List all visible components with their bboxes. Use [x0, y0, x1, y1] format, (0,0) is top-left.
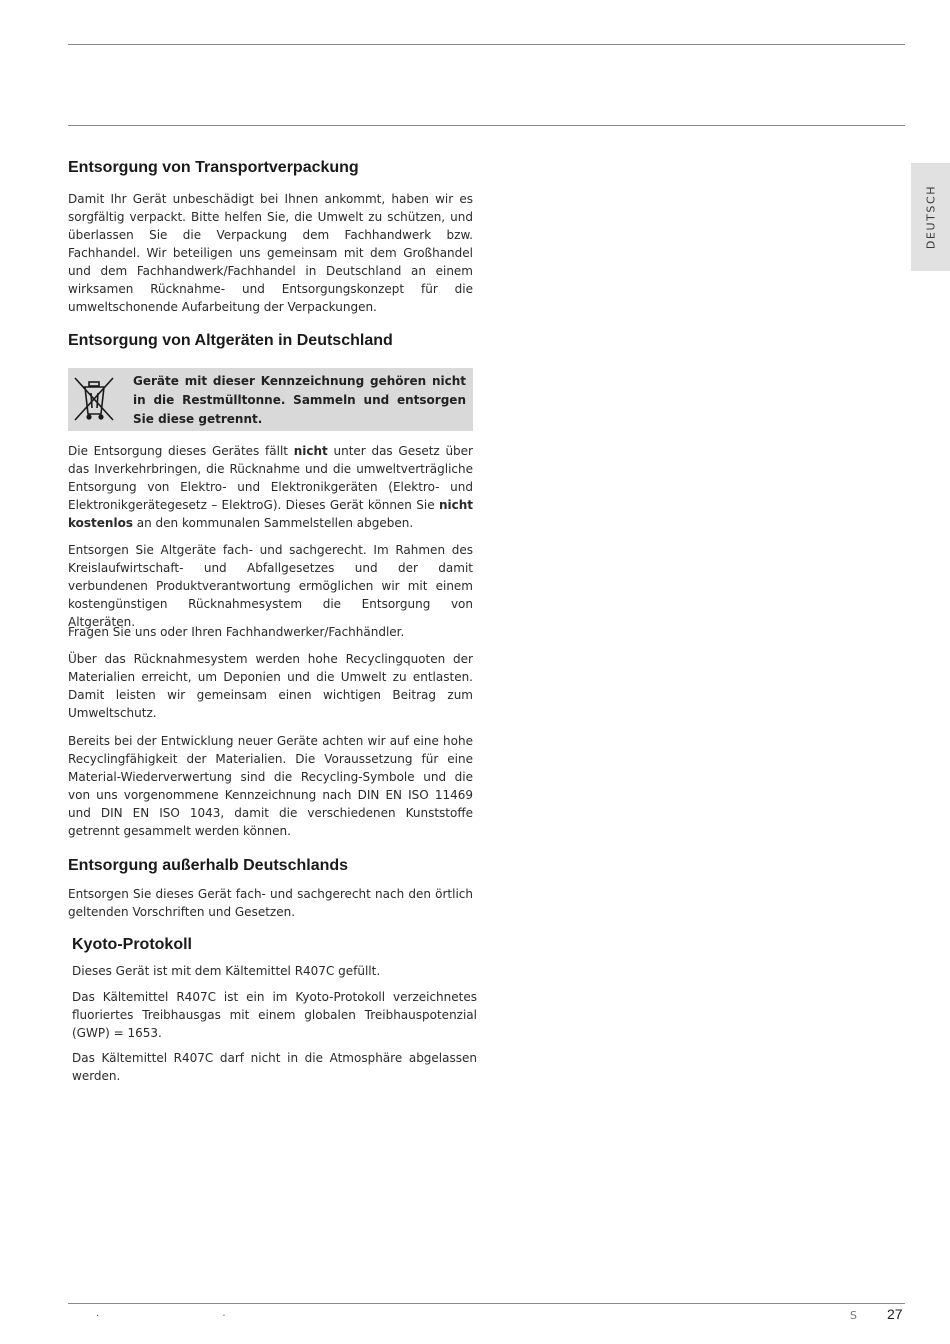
section-transport-body: [68, 190, 473, 316]
paragraph-ausserhalb: Entsorgen Sie dieses Gerät fach- und sachgerecht nach den örtlich geltenden Vorschriften und Gesetzen.: [68, 887, 473, 919]
language-tab-label: DEUTSCH: [924, 184, 937, 250]
section-altgeraete: [68, 331, 473, 351]
section-ausserhalb: [68, 856, 473, 876]
emphasis-nicht-kostenlos: nicht kostenlos: [68, 498, 473, 530]
footer-dot: .: [222, 1308, 226, 1319]
text-run: an den kommunalen Sammelstellen abgeben.: [132, 516, 414, 530]
block: [72, 988, 477, 1042]
paragraph-kyoto-3: Das Kältemittel R407C darf nicht in die Atmosphäre abgelassen werden.: [72, 1051, 477, 1083]
weee-notice-text: Geräte mit dieser Kennzeichnung gehören nicht in die Restmülltonne. Sammeln und entsorgen Sie diese getrennt.: [133, 374, 466, 426]
text-run: Die Entsorgung dieses Gerätes fällt: [68, 444, 294, 458]
paragraph-transport: Damit Ihr Gerät unbeschädigt bei Ihnen ankommt, haben wir es sorgfältig verpackt. Bitte helfen Sie, die Umwelt zu schützen, und überlassen Sie die Verpackung dem Fachhandwerk bzw. Fachhandel. Wir beteiligen uns gemeinsam mit dem Großhandel und dem Fachhandwerk/Fachhandel in Deutschland an einem wirksamen Rücknahme- und Entsorgungskonzept für die umweltschonende Aufarbeitung der Verpackungen.: [68, 192, 473, 314]
block: [72, 962, 477, 980]
block: [72, 1049, 477, 1085]
paragraph-altgeraete-2: Entsorgen Sie Altgeräte fach- und sachgerecht. Im Rahmen des Kreislaufwirtschaft- und Abfallgesetzes und der damit verbundenen Produktverantwortung ermöglichen wir mit einem kostengünstigen Rücknahmesystem die Entsorgung von Altgeräten.: [68, 543, 473, 629]
footer-left: [96, 1308, 226, 1319]
emphasis-nicht: nicht: [293, 444, 328, 458]
header-rule-bottom: [68, 125, 905, 126]
section-altgeraete-body: [68, 442, 473, 532]
block: [68, 650, 473, 722]
page-number: 27: [887, 1306, 903, 1322]
paragraph-altgeraete-5: Bereits bei der Entwicklung neuer Geräte achten wir auf eine hohe Recyclingfähigkeit der Materialien. Die Voraussetzung für eine Material-Wiederverwertung sind die Recycling-Symbole und die von uns vorgenommene Kennzeichnung nach DIN EN ISO 11469 und DIN EN ISO 1043, damit die verschiedenen Kunststoffe getrennt gesammelt werden können.: [68, 734, 473, 838]
footer-letter: S: [850, 1309, 857, 1322]
section-heading-altgeraete: Entsorgung von Altgeräten in Deutschland: [68, 332, 393, 349]
section-heading-ausserhalb: Entsorgung außerhalb Deutschlands: [68, 857, 349, 874]
block: [68, 732, 473, 840]
footer-dot: .: [96, 1308, 100, 1319]
paragraph-altgeraete-1: [68, 442, 473, 532]
section-heading-kyoto: Kyoto-Protokoll: [72, 936, 192, 953]
paragraph-altgeraete-3: Fragen Sie uns oder Ihren Fachhandwerker/Fachhändler.: [68, 625, 405, 639]
paragraph-kyoto-1: Dieses Gerät ist mit dem Kältemittel R407C gefüllt.: [72, 964, 381, 978]
weee-notice-box: [68, 368, 473, 431]
text-run: unter das Gesetz über das Inverkehrbringen, die Rücknahme und die umweltverträgliche Entsorgung von Elektro- und Elektronikgeräten (Elektro- und Elektronikgerätegesetz – ElektroG). Dieses Gerät können Sie: [68, 444, 473, 512]
block: [68, 885, 473, 921]
language-tab[interactable]: [911, 163, 950, 271]
paragraph-kyoto-2: Das Kältemittel R407C ist ein im Kyoto-Protokoll verzeichnetes fluoriertes Treibhausgas mit einem globalen Treibhauspotenzial (GWP) = 1653.: [72, 990, 477, 1040]
block: [68, 541, 473, 631]
footer-rule: [68, 1303, 905, 1304]
section-heading-transport: Entsorgung von Transportverpackung: [68, 159, 359, 176]
paragraph-altgeraete-4: Über das Rücknahmesystem werden hohe Recyclingquoten der Materialien erreicht, um Deponien und die Umwelt zu entlasten. Damit leisten wir gemeinsam einen wichtigen Beitrag zum Umweltschutz.: [68, 652, 473, 720]
block: [68, 623, 473, 641]
section-transport: [68, 158, 473, 178]
header-rule-top: [68, 44, 905, 45]
section-kyoto: [72, 935, 477, 955]
crossed-out-wheelie-bin-icon: [72, 374, 116, 424]
